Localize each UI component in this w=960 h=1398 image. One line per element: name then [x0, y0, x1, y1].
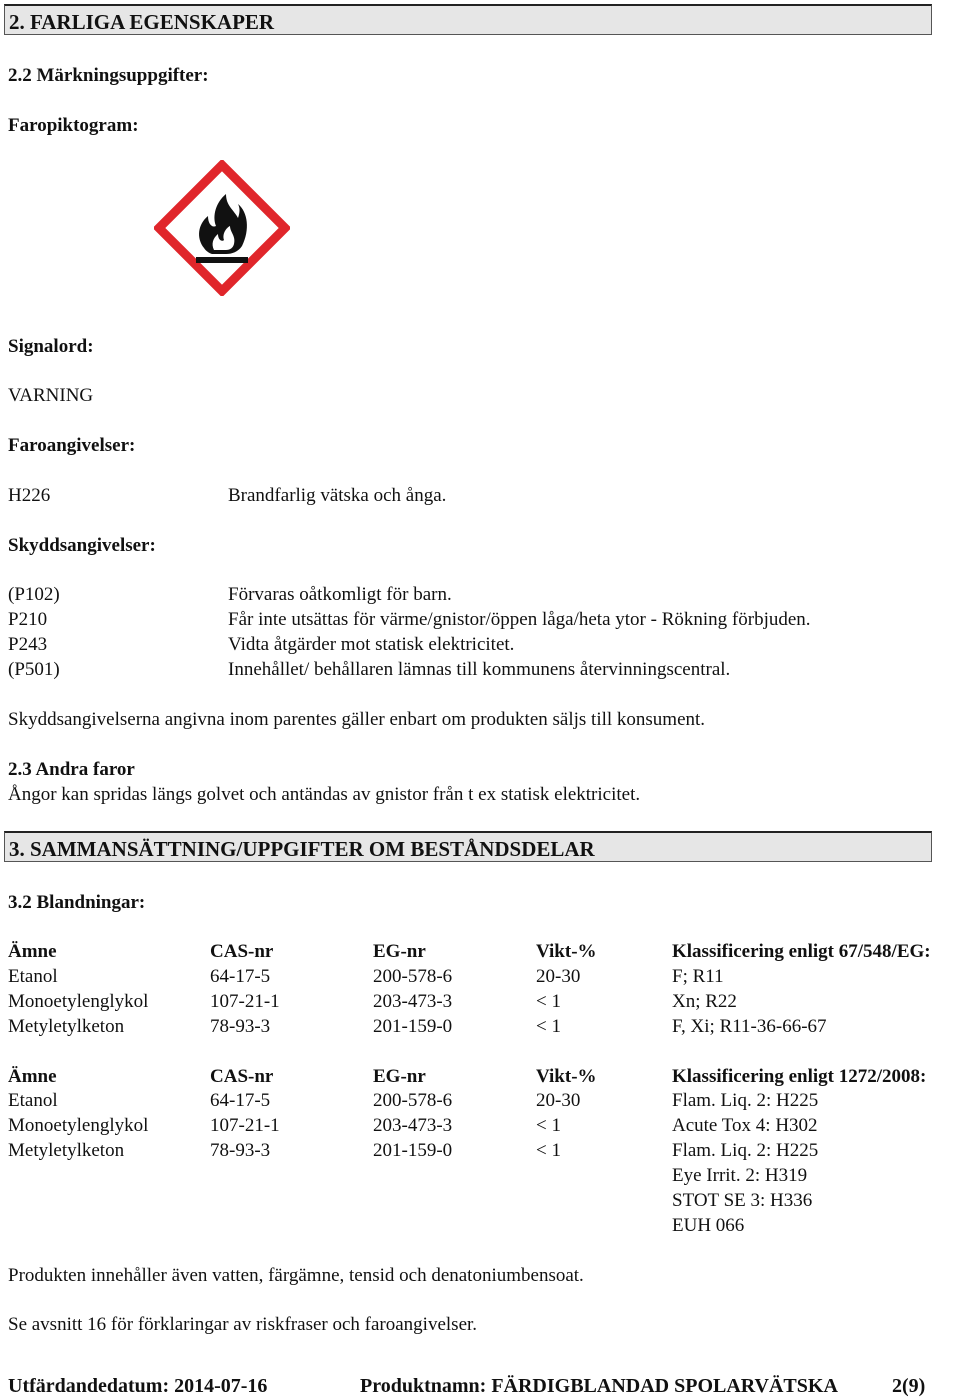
table-cell: EUH 066: [672, 1215, 745, 1236]
other-hazards-heading: 2.3 Andra faror: [8, 759, 135, 780]
precaution-code: P210: [8, 609, 48, 630]
table-cell: Eye Irrit. 2: H319: [672, 1165, 808, 1186]
table-cell: 201-159-0: [373, 1140, 453, 1161]
precaution-text: Förvaras oåtkomligt för barn.: [228, 584, 452, 605]
table-cell: 64-17-5: [210, 1090, 271, 1111]
issue-date-label: Utfärdandedatum: [8, 1375, 163, 1397]
table-cell: F, Xi; R11-36-66-67: [672, 1016, 827, 1037]
signal-word-heading: Signalord:: [8, 336, 94, 357]
section-3-title: 3. SAMMANSÄTTNING/UPPGIFTER OM BESTÅNDSDELAR: [9, 837, 595, 861]
precaution-heading: Skyddsangivelser:: [8, 535, 156, 556]
table-cell: Xn; R22: [672, 991, 737, 1012]
table-cell: Etanol: [8, 966, 58, 987]
table-header-cell: Klassificering enligt 67/548/EG:: [672, 941, 931, 962]
table-cell: < 1: [536, 991, 561, 1012]
other-hazards-text: Ångor kan spridas längs golvet och antändas av gnistor från t ex statisk elektricitet.: [8, 784, 641, 805]
table-header-cell: Vikt-%: [536, 1066, 597, 1087]
table-header-cell: Vikt-%: [536, 941, 597, 962]
table-cell: 203-473-3: [373, 1115, 453, 1136]
pictogram-heading: Faropiktogram:: [8, 115, 139, 136]
table-cell: Acute Tox 4: H302: [672, 1115, 818, 1136]
section-3-header: [4, 831, 932, 862]
table-cell: < 1: [536, 1016, 561, 1037]
contents-note: Produkten innehåller även vatten, färgämne, tensid och denatoniumbensoat.: [8, 1265, 584, 1286]
reference-note: Se avsnitt 16 för förklaringar av riskfraser och faroangivelser.: [8, 1314, 478, 1335]
table-cell: 203-473-3: [373, 991, 453, 1012]
table-cell: Metyletylketon: [8, 1016, 125, 1037]
table-cell: 200-578-6: [373, 1090, 453, 1111]
signal-word: VARNING: [8, 385, 94, 406]
table-cell: 201-159-0: [373, 1016, 453, 1037]
issue-date-value: : 2014-07-16: [162, 1375, 268, 1397]
product-name-label: Produktnamn: [360, 1375, 480, 1397]
precaution-code: (P501): [8, 659, 60, 680]
table-header-cell: EG-nr: [373, 941, 426, 962]
table-cell: Etanol: [8, 1090, 58, 1111]
hazard-code: H226: [8, 485, 51, 506]
table-cell: F; R11: [672, 966, 724, 987]
table-header-cell: Ämne: [8, 1066, 57, 1087]
footer-product-name: [360, 1376, 838, 1396]
table-header-cell: CAS-nr: [210, 1066, 274, 1087]
table-header-cell: Klassificering enligt 1272/2008:: [672, 1066, 927, 1087]
table-cell: 78-93-3: [210, 1140, 271, 1161]
table-cell: Metyletylketon: [8, 1140, 125, 1161]
labeling-heading: 2.2 Märkningsuppgifter:: [8, 65, 209, 86]
precaution-text: Får inte utsättas för värme/gnistor/öppen låga/heta ytor - Rökning förbjuden.: [228, 609, 811, 630]
precaution-text: Vidta åtgärder mot statisk elektricitet.: [228, 634, 515, 655]
table-cell: Flam. Liq. 2: H225: [672, 1140, 819, 1161]
table-cell: 20-30: [536, 1090, 581, 1111]
mixtures-heading: 3.2 Blandningar:: [8, 892, 146, 913]
table-header-cell: Ämne: [8, 941, 57, 962]
precaution-note: Skyddsangivelserna angivna inom parentes gäller enbart om produkten säljs till konsument.: [8, 709, 706, 730]
table-cell: STOT SE 3: H336: [672, 1190, 813, 1211]
table-cell: Flam. Liq. 2: H225: [672, 1090, 819, 1111]
precaution-code: (P102): [8, 584, 60, 605]
table-cell: 64-17-5: [210, 966, 271, 987]
table-cell: Monoetylenglykol: [8, 991, 149, 1012]
section-2-header: [4, 4, 932, 35]
table-cell: 78-93-3: [210, 1016, 271, 1037]
table-cell: 20-30: [536, 966, 581, 987]
section-2-title: 2. FARLIGA EGENSKAPER: [9, 10, 275, 34]
precaution-text: Innehållet/ behållaren lämnas till kommunens återvinningscentral.: [228, 659, 731, 680]
table-cell: 200-578-6: [373, 966, 453, 987]
product-name-value: : FÄRDIGBLANDAD SPOLARVÄTSKA: [479, 1375, 838, 1397]
hazard-text: Brandfarlig vätska och ånga.: [228, 485, 447, 506]
hazard-heading: Faroangivelser:: [8, 435, 136, 456]
table-cell: Monoetylenglykol: [8, 1115, 149, 1136]
table-header-cell: EG-nr: [373, 1066, 426, 1087]
footer-issue-date: [8, 1376, 267, 1396]
table-cell: 107-21-1: [210, 1115, 280, 1136]
table-header-cell: CAS-nr: [210, 941, 274, 962]
precaution-code: P243: [8, 634, 48, 655]
page-number: 2(9): [892, 1375, 926, 1397]
flammable-ghs02-icon: [154, 160, 290, 296]
table-cell: 107-21-1: [210, 991, 280, 1012]
table-cell: < 1: [536, 1140, 561, 1161]
table-cell: < 1: [536, 1115, 561, 1136]
